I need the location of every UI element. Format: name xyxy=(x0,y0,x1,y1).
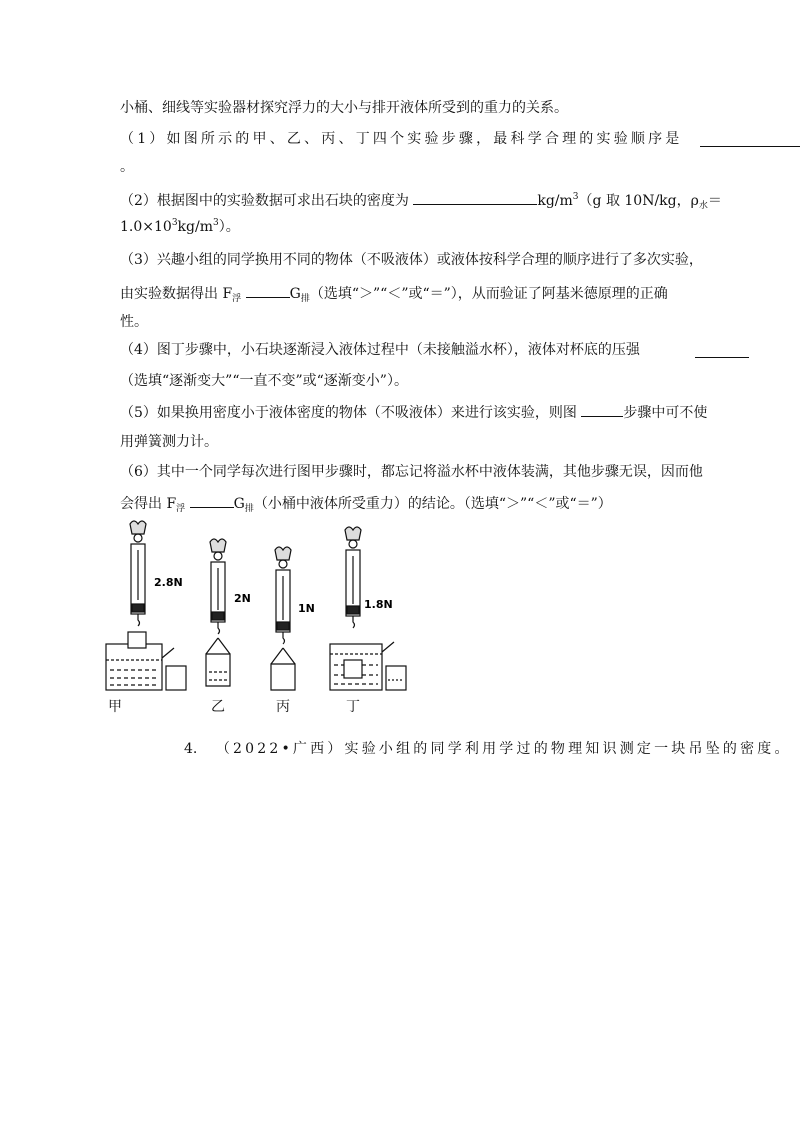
q6-f-sub: 浮 xyxy=(176,504,186,514)
next-question-text: （2022•广西）实验小组的同学利用学过的物理知识测定一块吊坠的密度。 xyxy=(215,741,792,757)
label-jia: 甲 xyxy=(108,699,122,715)
question-1 xyxy=(120,129,683,149)
q5-text: （5）如果换用密度小于液体密度的物体（不吸液体）来进行该实验，则图 xyxy=(120,405,577,421)
q3-f-sub: 浮 xyxy=(232,294,242,304)
q1-text: （1）如图所示的甲、乙、丙、丁四个实验步骤，最科学合理的实验顺序是 xyxy=(120,131,683,147)
q6-g-sub: 排 xyxy=(244,504,254,514)
next-question-number: 4. xyxy=(184,741,198,757)
q2-unit: kg/m xyxy=(537,193,573,209)
question-3-line-2 xyxy=(120,283,668,306)
reading-yi: 2N xyxy=(234,592,251,605)
q3-answer-blank[interactable] xyxy=(246,283,290,298)
q3-rest: （选填“＞”“＜”或“＝”），从而验证了阿基米德原理的正确 xyxy=(309,286,668,302)
q2-g-text: （g 取 10N/kg，ρ xyxy=(578,193,699,209)
q4-answer-blank[interactable] xyxy=(695,343,749,358)
q2-close: ）。 xyxy=(218,219,240,235)
q6-answer-blank[interactable] xyxy=(190,493,234,508)
q3-f: 由实验数据得出 F xyxy=(120,286,233,302)
q2-answer-blank[interactable] xyxy=(413,190,537,205)
q6-g: G xyxy=(233,496,245,512)
q3-g: G xyxy=(289,286,301,302)
intro-text: 小桶、细线等实验器材探究浮力的大小与排开液体所受到的重力的关系。 xyxy=(120,100,568,116)
question-5-line-2: 用弹簧测力计。 xyxy=(120,434,218,450)
q2-unit-sup: 3 xyxy=(572,192,579,202)
question-4-line-1 xyxy=(120,340,640,360)
q2-eq: ＝ xyxy=(707,193,722,209)
q6-f: 会得出 F xyxy=(120,496,177,512)
reading-jia: 2.8N xyxy=(154,576,183,589)
question-6-line-1: （6）其中一个同学每次进行图甲步骤时，都忘记将溢水杯中液体装满，其他步骤无误，因而他 xyxy=(120,464,703,480)
question-3-line-3: 性。 xyxy=(120,314,148,330)
q5-text-b: 步骤中可不使 xyxy=(623,405,708,421)
experiment-figure xyxy=(100,520,420,720)
step-jia-apparatus xyxy=(106,521,186,690)
q4-text: （4）图丁步骤中，小石块逐渐浸入液体过程中（未接触溢水杯），液体对杯底的压强 xyxy=(120,342,640,358)
q2-exp: 3 xyxy=(171,218,178,228)
label-ding: 丁 xyxy=(346,699,360,715)
question-4-next xyxy=(184,739,792,759)
question-2-line-2 xyxy=(120,217,240,239)
question-3-line-1: （3）兴趣小组的同学换用不同的物体（不吸液体）或液体按科学合理的顺序进行了多次实验， xyxy=(120,252,703,268)
question-6-line-2 xyxy=(120,493,612,516)
q2-rho-sub: 水 xyxy=(698,201,708,211)
step-yi-apparatus xyxy=(206,539,230,686)
q2-unit-2-sup: 3 xyxy=(212,218,219,228)
q1-tail: 。 xyxy=(120,159,134,175)
question-4-line-2: （选填“逐渐变大”“一直不变”或“逐渐变小”）。 xyxy=(120,373,408,389)
q2-text: （2）根据图中的实验数据可求出石块的密度为 xyxy=(120,193,409,209)
q5-answer-blank[interactable] xyxy=(581,402,623,417)
question-5-line-1 xyxy=(120,402,707,423)
q1-answer-blank[interactable] xyxy=(700,132,800,147)
q2-density-value: 1.0×10 xyxy=(120,219,172,235)
reading-ding: 1.8N xyxy=(364,598,393,611)
step-bing-apparatus xyxy=(271,547,295,690)
label-bing: 丙 xyxy=(276,699,290,715)
label-yi: 乙 xyxy=(211,699,225,715)
q3-g-sub: 排 xyxy=(300,294,310,304)
reading-bing: 1N xyxy=(298,602,315,615)
q6-rest: （小桶中液体所受重力）的结论。（选填“＞”“＜”或“＝”） xyxy=(253,496,612,512)
question-2-line-1 xyxy=(120,190,722,213)
q2-unit-2: kg/m xyxy=(177,219,213,235)
